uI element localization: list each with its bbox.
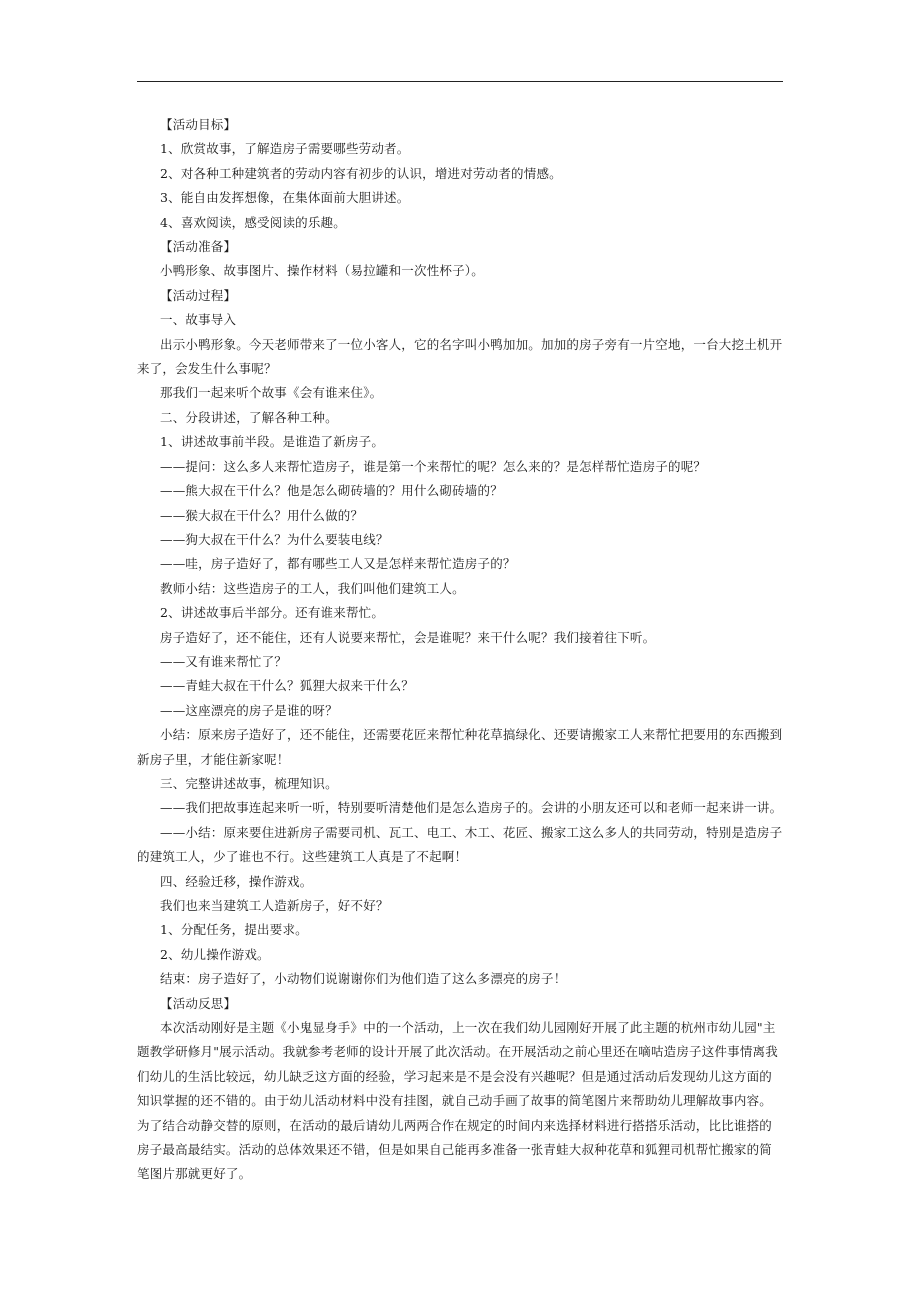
paragraph: ——又有谁来帮忙了？ [160, 653, 288, 669]
paragraph: 4、喜欢阅读，感受阅读的乐趣。 [160, 214, 346, 230]
paragraph: ——哇，房子造好了，都有哪些工人又是怎样来帮忙造房子的？ [160, 556, 516, 572]
paragraph: 2、对各种工种建筑者的劳动内容有初步的认识，增进对劳动者的情感。 [160, 165, 562, 181]
paragraph: 我们也来当建筑工人造新房子，好不好？ [160, 898, 389, 913]
paragraph: 二、分段讲述，了解各种工种。 [160, 409, 338, 425]
paragraph: 2、幼儿操作游戏。 [160, 946, 270, 962]
paragraph: 那我们一起来听个故事《会有谁来住》。 [160, 385, 383, 401]
paragraph: 1、分配任务，提出要求。 [160, 922, 308, 938]
paragraph: 【活动过程】 [160, 287, 237, 303]
paragraph: ——这座漂亮的房子是谁的呀？ [160, 702, 338, 718]
paragraph: 四、经验迁移，操作游戏。 [160, 873, 313, 889]
paragraph: 结束：房子造好了，小动物们说谢谢你们为他们造了这么多漂亮的房子！ [160, 971, 567, 987]
paragraph: 1、欣赏故事，了解造房子需要哪些劳动者。 [160, 141, 410, 157]
paragraph: 房子造好了，还不能住，还有人说要来帮忙，会是谁呢？来干什么呢？我们接着往下听。 [160, 629, 656, 645]
paragraph: 【活动反思】 [160, 995, 237, 1011]
paragraph: 本次活动刚好是主题《小鬼显身手》中的一个活动，上一次在我们幼儿园刚好开展了此主题的杭州市幼儿园"主题教学研修月"展示活动。我就参考老师的设计开展了此次活动。在开展活动之前心里还在嘀咕造房子这件事情离我们幼儿的生活比较远，幼儿缺乏这方面的经验，学习起来是不是会没有兴趣呢？但是通过活动后发现幼儿这方面的知识掌握的还不错的。由于幼儿活动材料中没有挂图，就自己动手画了故事的简笔图片来帮助幼儿理解故事内容。为了结合动静交替的原则，在活动的最后请幼儿两两合作在规定的时间内来选择材料进行搭搭乐活动，比比谁搭的房子最高最结实。活动的总体效果还不错，但是如果自己能再多准备一张青蛙大叔种花草和狐狸司机帮忙搬家的简笔图片那就更好了。 [137, 1020, 778, 1182]
paragraph: ——小结：原来要住进新房子需要司机、瓦工、电工、木工、花匠、搬家工这么多人的共同劳动，特别是造房子的建筑工人，少了谁也不行。这些建筑工人真是了不起啊！ [137, 824, 783, 865]
document-body [137, 113, 784, 1187]
paragraph: 出示小鸭形象。今天老师带来了一位小客人，它的名字叫小鸭加加。加加的房子旁有一片空地，一台大挖土机开来了，会发生什么事呢？ [137, 336, 783, 377]
paragraph: ——我们把故事连起来听一听，特别要听清楚他们是怎么造房子的。会讲的小朋友还可以和老师一起来讲一讲。 [160, 800, 783, 816]
header-rule [137, 81, 783, 82]
paragraph: 【活动准备】 [160, 239, 237, 255]
paragraph: 一、故事导入 [160, 312, 237, 328]
paragraph: 教师小结：这些造房子的工人，我们叫他们建筑工人。 [160, 580, 465, 596]
paragraph: 【活动目标】 [160, 117, 237, 132]
paragraph: ——狗大叔在干什么？为什么要装电线？ [160, 531, 389, 547]
paragraph: ——猴大叔在干什么？用什么做的？ [160, 507, 364, 523]
paragraph: 小结：原来房子造好了，还不能住，还需要花匠来帮忙种花草搞绿化、还要请搬家工人来帮忙把要用的东西搬到新房子里，才能住新家呢！ [137, 727, 783, 767]
paragraph: 小鸭形象、故事图片、操作材料（易拉罐和一次性杯子）。 [160, 263, 484, 279]
paragraph: ——青蛙大叔在干什么？狐狸大叔来干什么？ [160, 678, 415, 694]
paragraph: ——熊大叔在干什么？他是怎么砌砖墙的？用什么砌砖墙的？ [160, 483, 503, 499]
paragraph: 三、完整讲述故事，梳理知识。 [160, 775, 338, 791]
paragraph: 2、讲述故事后半部分。还有谁来帮忙。 [160, 605, 385, 621]
paragraph: ——提问：这么多人来帮忙造房子，谁是第一个来帮忙的呢？怎么来的？是怎样帮忙造房子的呢？ [160, 458, 707, 474]
paragraph: 1、讲述故事前半段。是谁造了新房子。 [160, 434, 385, 450]
paragraph: 3、能自由发挥想像，在集体面前大胆讲述。 [160, 190, 410, 206]
